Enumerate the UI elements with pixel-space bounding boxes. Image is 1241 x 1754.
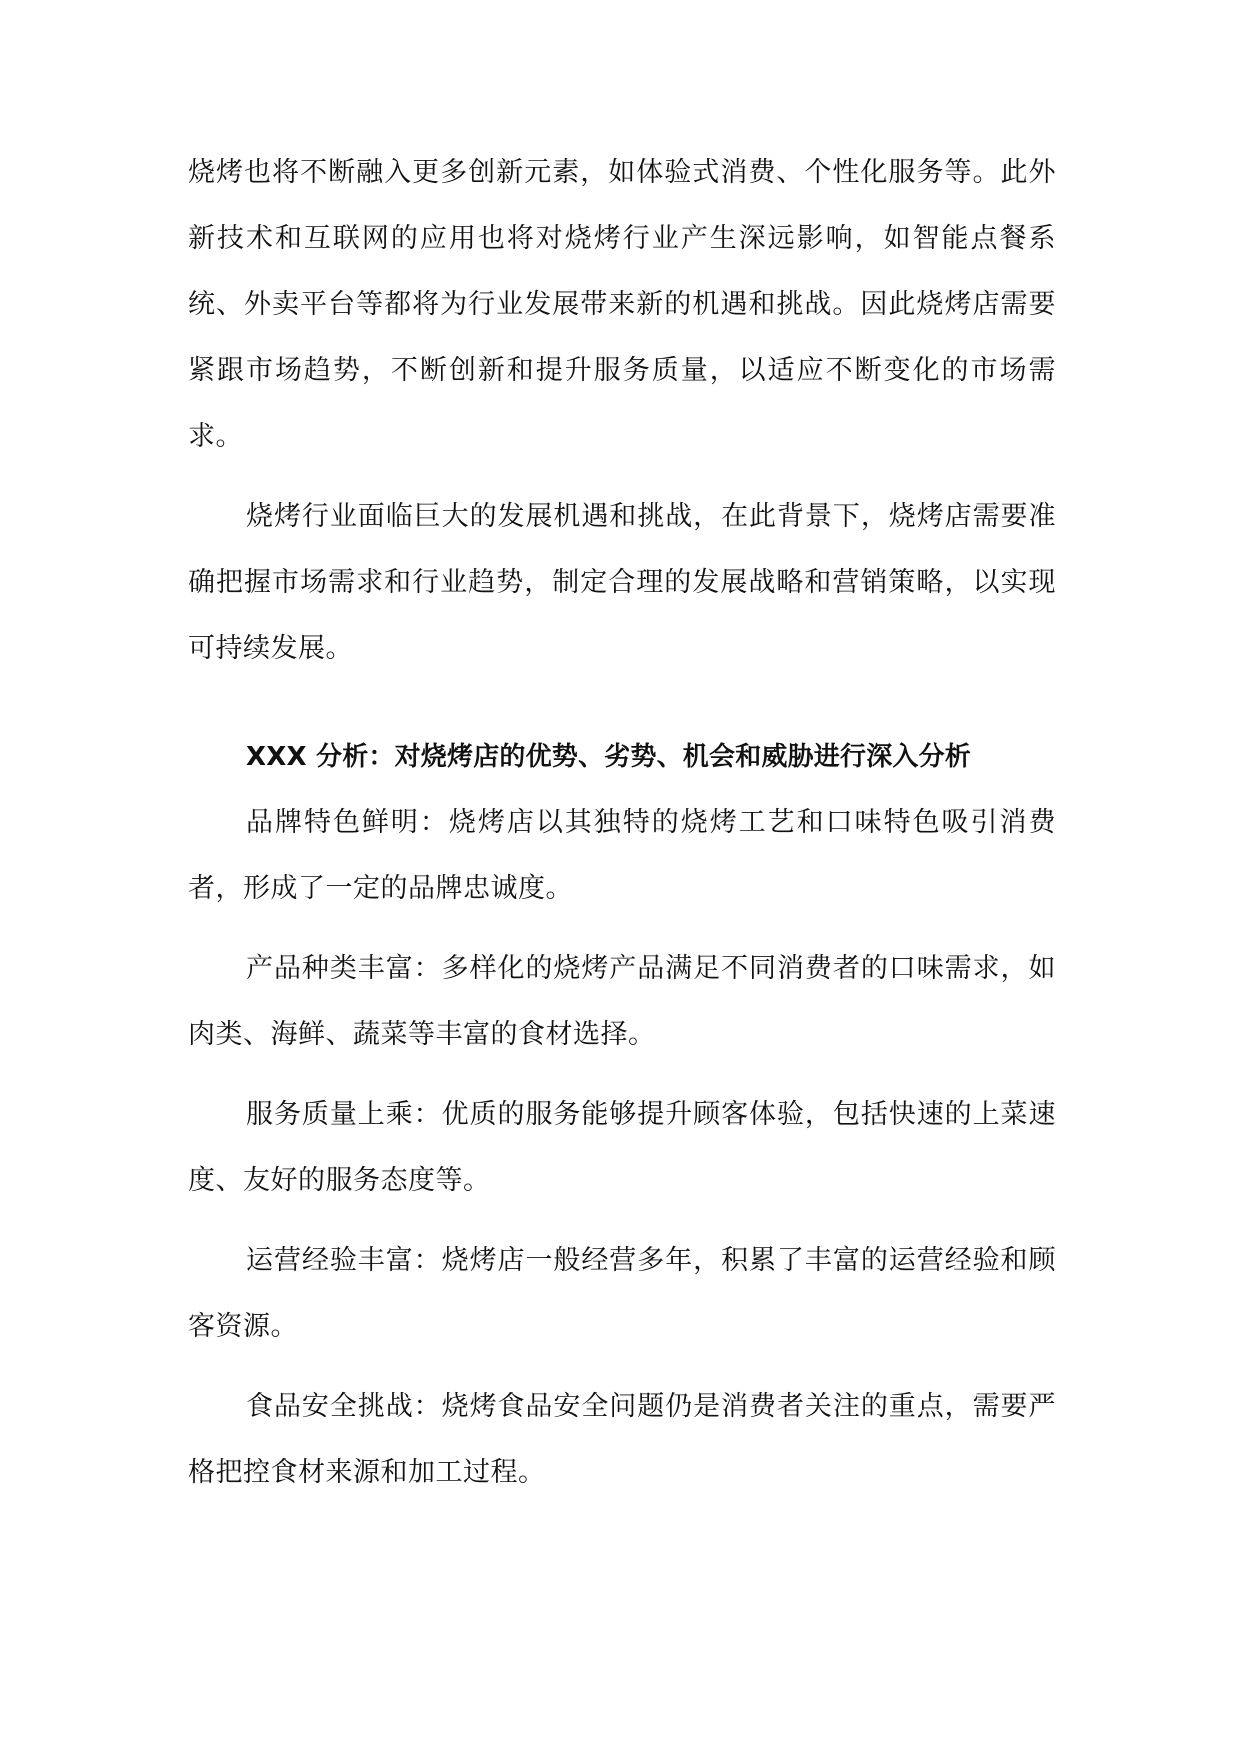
paragraph-spacer <box>188 1360 1056 1374</box>
paragraph-spacer <box>188 922 1056 936</box>
document-body <box>188 140 1056 1506</box>
paragraph-spacer <box>188 470 1056 484</box>
paragraph-opportunity-summary: 烧烤行业面临巨大的发展机遇和挑战，在此背景下，烧烤店需要准确把握市场需求和行业趋势，制定合理的发展战略和营销策略，以实现可持续发展。 <box>188 501 1056 664</box>
paragraph-brand-feature: 品牌特色鲜明：烧烤店以其独特的烧烤工艺和口味特色吸引消费者，形成了一定的品牌忠诚度。 <box>188 807 1056 904</box>
section-spacer <box>188 682 1056 724</box>
paragraph-service-quality: 服务质量上乘：优质的服务能够提升顾客体验，包括快速的上菜速度、友好的服务态度等。 <box>188 1099 1056 1196</box>
paragraph-operating-experience: 运营经验丰富：烧烤店一般经营多年，积累了丰富的运营经验和顾客资源。 <box>188 1245 1056 1342</box>
paragraph-spacer <box>188 1068 1056 1082</box>
paragraph-product-variety: 产品种类丰富：多样化的烧烤产品满足不同消费者的口味需求，如肉类、海鲜、蔬菜等丰富的食材选择。 <box>188 953 1056 1050</box>
paragraph-continuation: 烧烤也将不断融入更多创新元素，如体验式消费、个性化服务等。此外新技术和互联网的应用也将对烧烤行业产生深远影响，如智能点餐系统、外卖平台等都将为行业发展带来新的机遇和挑战。因此烧烤店需要紧跟市场趋势，不断创新和提升服务质量，以适应不断变化的市场需求。 <box>188 157 1056 452</box>
section-heading: XXX 分析：对烧烤店的优势、劣势、机会和威胁进行深入分析 <box>246 742 971 772</box>
paragraph-food-safety: 食品安全挑战：烧烤食品安全问题仍是消费者关注的重点，需要严格把控食材来源和加工过程。 <box>188 1391 1056 1488</box>
paragraph-spacer <box>188 1214 1056 1228</box>
